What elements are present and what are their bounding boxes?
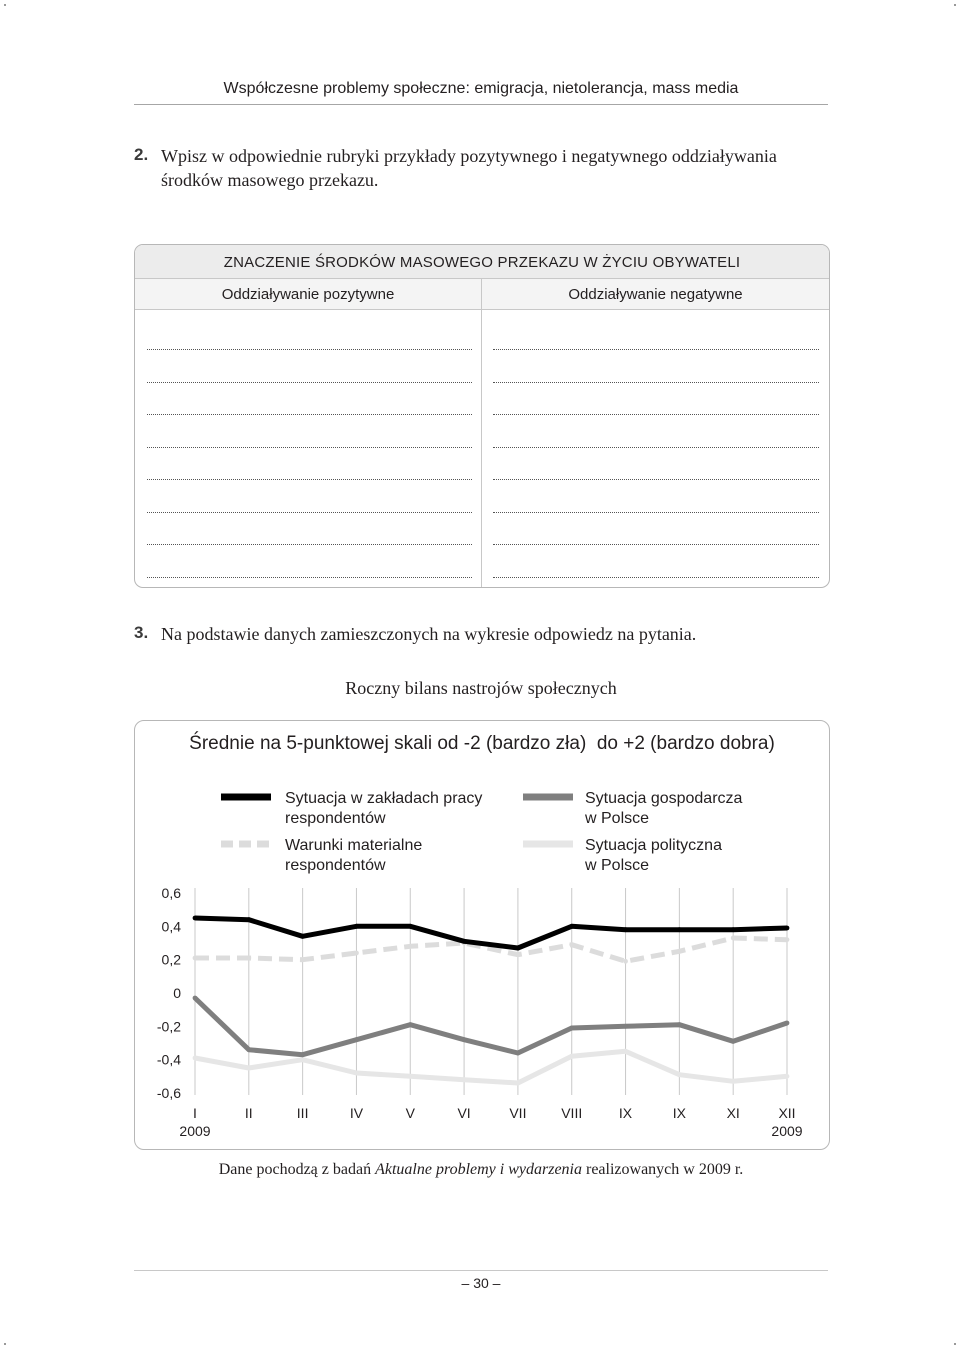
- data-point: [246, 1066, 251, 1071]
- data-point: [623, 1024, 628, 1029]
- mood-chart: [134, 720, 830, 1150]
- answer-line-negative[interactable]: [493, 512, 819, 513]
- legend-label: w Polsce: [585, 810, 650, 827]
- answer-line-positive[interactable]: [147, 447, 472, 448]
- data-point: [569, 1054, 574, 1059]
- column-header-negative: Oddziaływanie negatywne: [482, 279, 829, 310]
- x-year-label: 2009: [771, 1123, 803, 1139]
- data-point: [193, 1056, 198, 1061]
- footer-rule: [134, 1270, 828, 1271]
- legend-label: w Polsce: [585, 857, 650, 874]
- answer-line-positive[interactable]: [147, 349, 472, 350]
- data-point: [462, 939, 467, 944]
- task-2-number: 2.: [134, 145, 149, 164]
- data-point: [246, 917, 251, 922]
- data-point: [354, 1071, 359, 1076]
- y-tick-label: 0,4: [161, 918, 181, 935]
- source-note-before: Dane pochodzą z badań: [218, 1161, 376, 1178]
- series-line-3: [195, 938, 787, 961]
- header-rule: [134, 104, 828, 105]
- legend-label: Sytuacja gospodarcza: [585, 790, 743, 807]
- answer-line-negative[interactable]: [493, 349, 819, 350]
- source-note-after: realizowanych w 2009 r.: [582, 1161, 744, 1178]
- data-point: [300, 1057, 305, 1062]
- source-note-survey-title: Aktualne problemy i wydarzenia: [375, 1161, 582, 1178]
- data-point: [300, 1052, 305, 1057]
- x-tick-label: VIII: [561, 1105, 583, 1121]
- legend-label: respondentów: [285, 857, 386, 874]
- answer-line-positive[interactable]: [147, 512, 472, 513]
- y-tick-label: -0,2: [156, 1018, 181, 1035]
- answer-line-positive[interactable]: [147, 544, 472, 545]
- answer-line-positive[interactable]: [147, 382, 472, 383]
- x-tick-label: V: [405, 1105, 415, 1121]
- running-head: Współczesne problemy społeczne: emigracja, nietolerancja, mass media: [223, 80, 739, 97]
- data-point: [785, 926, 790, 931]
- media-influence-table: [134, 244, 830, 588]
- data-point: [516, 946, 521, 951]
- data-point: [731, 1079, 736, 1084]
- crop-mark: [954, 4, 956, 6]
- data-point: [785, 1021, 790, 1026]
- chart-title: Roczny bilans nastrojów społecznych: [345, 678, 617, 698]
- y-tick-label: 0,6: [161, 885, 181, 901]
- data-point: [246, 956, 251, 961]
- data-point: [408, 944, 413, 949]
- answer-line-negative[interactable]: [493, 479, 819, 480]
- x-tick-label: I: [193, 1105, 197, 1121]
- data-point: [193, 916, 198, 921]
- crop-mark: [954, 1343, 956, 1345]
- data-point: [354, 1037, 359, 1042]
- y-tick-label: -0,4: [156, 1051, 181, 1068]
- data-point: [354, 951, 359, 956]
- data-point: [462, 1077, 467, 1082]
- legend-label: respondentów: [285, 810, 386, 827]
- task-3-number: 3.: [134, 623, 149, 642]
- data-point: [516, 952, 521, 957]
- data-point: [785, 1074, 790, 1079]
- series-line-4: [195, 1051, 787, 1083]
- data-point: [677, 1022, 682, 1027]
- series-line-1: [195, 918, 787, 948]
- task-3-text: Na podstawie danych zamieszczonych na wykresie odpowiedz na pytania.: [161, 624, 697, 644]
- data-point: [569, 1026, 574, 1031]
- data-point: [623, 959, 628, 964]
- data-point: [569, 942, 574, 947]
- answer-line-positive[interactable]: [147, 577, 472, 578]
- x-tick-label: II: [244, 1105, 253, 1121]
- x-tick-label: III: [296, 1105, 309, 1121]
- source-note: [134, 1161, 828, 1179]
- column-divider: [481, 309, 482, 587]
- legend-label: Sytuacja polityczna: [585, 837, 722, 854]
- data-point: [300, 934, 305, 939]
- column-header-positive: Oddziaływanie pozytywne: [135, 279, 482, 310]
- data-point: [677, 949, 682, 954]
- data-point: [408, 924, 413, 929]
- answer-line-positive[interactable]: [147, 414, 472, 415]
- legend-label: Sytuacja w zakładach pracy: [285, 790, 483, 807]
- table-title: ZNACZENIE ŚRODKÓW MASOWEGO PRZEKAZU W ŻYCIU OBYWATELI: [135, 245, 829, 279]
- data-point: [516, 1081, 521, 1086]
- data-point: [462, 1037, 467, 1042]
- mood-chart-svg: [135, 721, 829, 1149]
- data-point: [193, 996, 198, 1001]
- y-tick-label: 0,2: [161, 951, 181, 968]
- data-point: [193, 956, 198, 961]
- x-tick-label: IX: [618, 1105, 633, 1121]
- answer-line-negative[interactable]: [493, 577, 819, 578]
- data-point: [677, 927, 682, 932]
- series-line-2: [195, 998, 787, 1055]
- data-point: [731, 1039, 736, 1044]
- chart-heading: Średnie na 5-punktowej skali od -2 (bardzo zła) do +2 (bardzo dobra): [189, 733, 775, 754]
- data-point: [246, 1047, 251, 1052]
- data-point: [408, 1074, 413, 1079]
- crop-mark: [4, 1343, 6, 1345]
- x-tick-label: XII: [778, 1105, 796, 1121]
- x-tick-label: IX: [672, 1105, 686, 1121]
- answer-line-negative[interactable]: [493, 414, 819, 415]
- x-year-label: 2009: [179, 1123, 211, 1139]
- task-2-text: Wpisz w odpowiednie rubryki przykłady pozytywnego i negatywnego oddziaływania środków masowego przekazu.: [161, 146, 777, 190]
- x-tick-label: VI: [457, 1105, 471, 1121]
- x-tick-label: XI: [726, 1105, 740, 1121]
- data-point: [623, 927, 628, 932]
- data-point: [569, 924, 574, 929]
- answer-line-positive[interactable]: [147, 479, 472, 480]
- x-tick-label: IV: [349, 1105, 364, 1121]
- data-point: [785, 937, 790, 942]
- data-point: [677, 1072, 682, 1077]
- answer-line-negative[interactable]: [493, 447, 819, 448]
- data-point: [623, 1049, 628, 1054]
- data-point: [408, 1022, 413, 1027]
- data-point: [300, 957, 305, 962]
- answer-line-negative[interactable]: [493, 382, 819, 383]
- x-tick-label: VII: [509, 1105, 527, 1121]
- data-point: [731, 927, 736, 932]
- crop-mark: [4, 4, 6, 6]
- y-tick-label: 0: [173, 985, 181, 1001]
- data-point: [731, 936, 736, 941]
- answer-line-negative[interactable]: [493, 544, 819, 545]
- page-number: – 30 –: [461, 1275, 501, 1291]
- legend-label: Warunki materialne: [285, 837, 423, 854]
- data-point: [516, 1051, 521, 1056]
- data-point: [354, 924, 359, 929]
- y-tick-label: -0,6: [156, 1085, 181, 1101]
